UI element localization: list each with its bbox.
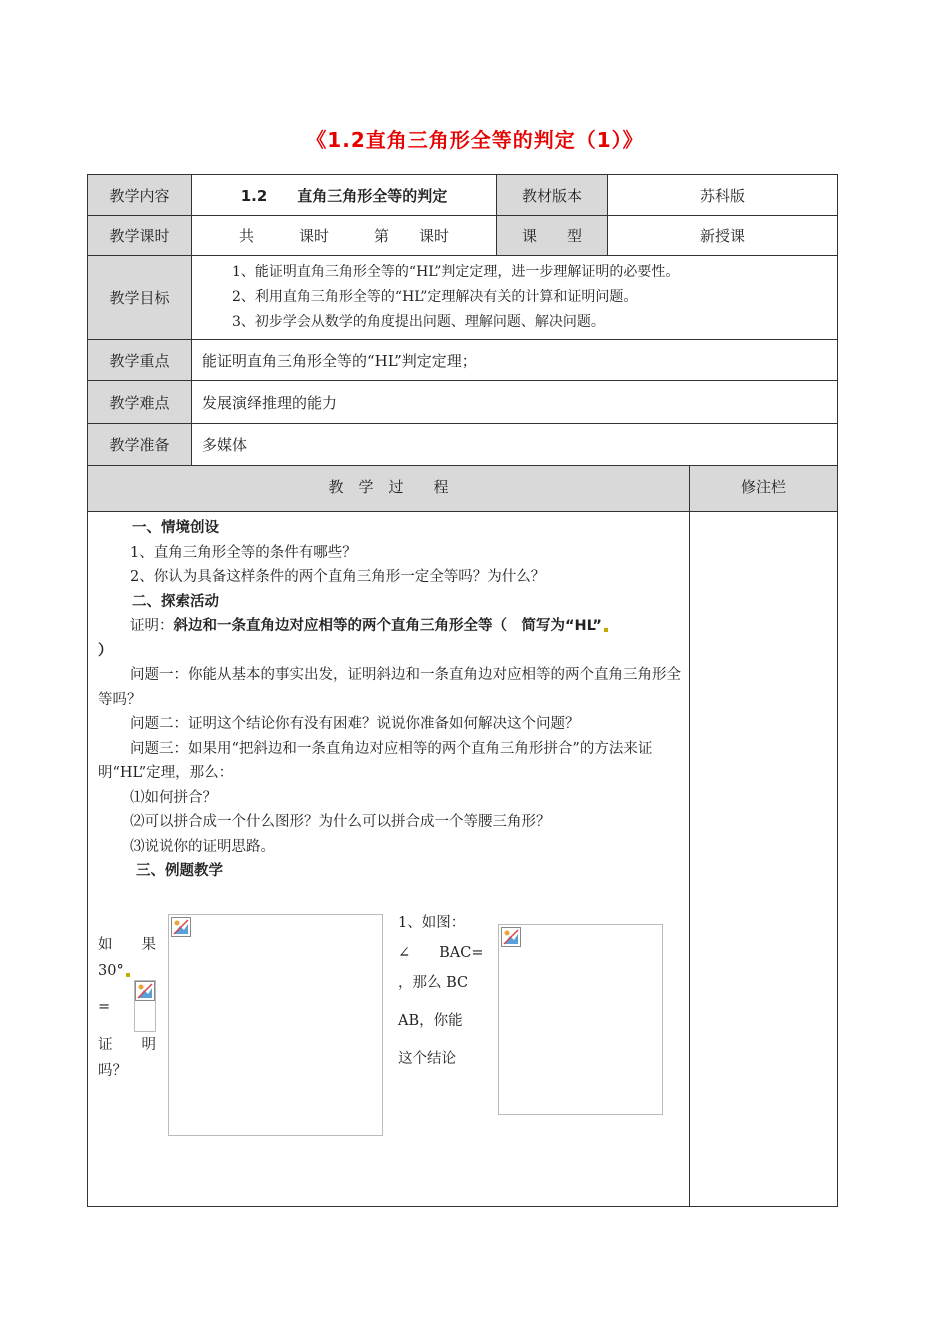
small-figure — [134, 980, 156, 1032]
goal-item: 1、能证明直角三角形全等的“HL”判定定理，进一步理解证明的必要性。 — [232, 264, 680, 280]
goal-item: 3、初步学会从数学的角度提出问题、理解问题、解决问题。 — [232, 314, 605, 330]
image-placeholder-icon — [171, 917, 191, 937]
figure-left — [168, 914, 383, 1136]
label-goals: 教学目标 — [88, 256, 192, 340]
section-heading: 一、情境创设 — [132, 520, 219, 536]
value-difficulty: 发展演绎推理的能力 — [192, 381, 838, 424]
sub-item-3: ⑶说说你的证明思路。 — [130, 838, 275, 855]
process-header: 教 学 过 程 — [88, 466, 690, 512]
document-title: 《1.2直角三角形全等的判定（1）》 — [306, 128, 644, 152]
label-preparation: 教学准备 — [88, 424, 192, 466]
proof-label: 证明： — [130, 618, 174, 634]
frag-line: 吗？ — [98, 1063, 127, 1079]
row-periods — [88, 216, 838, 256]
frag-line: 如 果 — [98, 937, 156, 953]
example-right-text — [398, 908, 488, 1074]
label-content: 教学内容 — [88, 175, 192, 216]
frag-line: 30° — [98, 958, 158, 984]
question-2: 2、你认为具备这样条件的两个直角三角形一定全等吗？为什么？ — [130, 569, 546, 585]
row-difficulty — [88, 381, 838, 424]
frag-line: 1、如图： — [398, 915, 466, 931]
label-difficulty: 教学难点 — [88, 381, 192, 424]
figure-right — [498, 924, 663, 1115]
frag-line: 这个结论 — [398, 1051, 456, 1067]
proof-text: 斜边和一条直角边对应相等的两个直角三角形全等（ 简写为“HL” — [173, 618, 602, 634]
frag-line: AB，你能 — [398, 1013, 463, 1029]
label-lesson-type: 课 型 — [497, 216, 608, 256]
row-preparation — [88, 424, 838, 466]
problem-3: 问题三：如果用“把斜边和一条直角边对应相等的两个直角三角形拼合”的方法来证明“HL”定理，那么： — [98, 740, 653, 781]
row-process-header — [88, 466, 838, 512]
frag-line: ∠ BAC= — [398, 945, 484, 961]
row-content — [88, 175, 838, 216]
proof-statement — [98, 614, 681, 639]
row-process-body — [88, 512, 838, 1207]
question-1: 1、直角三角形全等的条件有哪些？ — [130, 544, 357, 561]
label-edition: 教材版本 — [497, 175, 608, 216]
image-placeholder-icon — [501, 927, 521, 947]
frag-line: ，那么 BC — [398, 975, 469, 991]
sub-item-2: ⑵可以拼合成一个什么图形？为什么可以拼合成一个等腰三角形？ — [130, 814, 551, 830]
problem-2: 问题二：证明这个结论你有没有困难？说说你准备如何解决这个问题？ — [130, 716, 580, 732]
problem-1: 问题一：你能从基本的事实出发，证明斜边和一条直角边对应相等的两个直角三角形全等吗？ — [98, 667, 681, 708]
proof-close: ） — [98, 642, 113, 659]
value-preparation: 多媒体 — [192, 424, 838, 466]
mark-dot — [126, 973, 130, 977]
process-content — [88, 512, 690, 1207]
label-key-points: 教学重点 — [88, 340, 192, 381]
image-placeholder-icon — [135, 981, 155, 1001]
section-heading: 三、例题教学 — [136, 863, 223, 879]
row-goals — [88, 256, 838, 340]
value-edition: 苏科版 — [608, 175, 838, 216]
goal-item: 2、利用直角三角形全等的“HL”定理解决有关的计算和证明问题。 — [232, 289, 638, 305]
value-key-points: 能证明直角三角形全等的“HL”判定定理； — [192, 340, 838, 381]
value-periods: 共 课时 第 课时 — [192, 216, 497, 256]
lesson-plan-table — [87, 174, 838, 1207]
frag-line: = — [98, 999, 111, 1015]
notes-header: 修注栏 — [690, 466, 838, 512]
section-heading: 二、探索活动 — [132, 593, 219, 610]
mark-dot — [604, 628, 608, 632]
label-periods: 教学课时 — [88, 216, 192, 256]
process-text — [98, 516, 681, 884]
row-key-points — [88, 340, 838, 381]
frag-line: 证 明 — [98, 1037, 156, 1053]
value-content: 1.2 直角三角形全等的判定 — [192, 175, 497, 216]
sub-item-1: ⑴如何拼合？ — [130, 789, 217, 806]
notes-column — [690, 512, 838, 1207]
value-lesson-type: 新授课 — [608, 216, 838, 256]
goals-list — [192, 256, 838, 340]
